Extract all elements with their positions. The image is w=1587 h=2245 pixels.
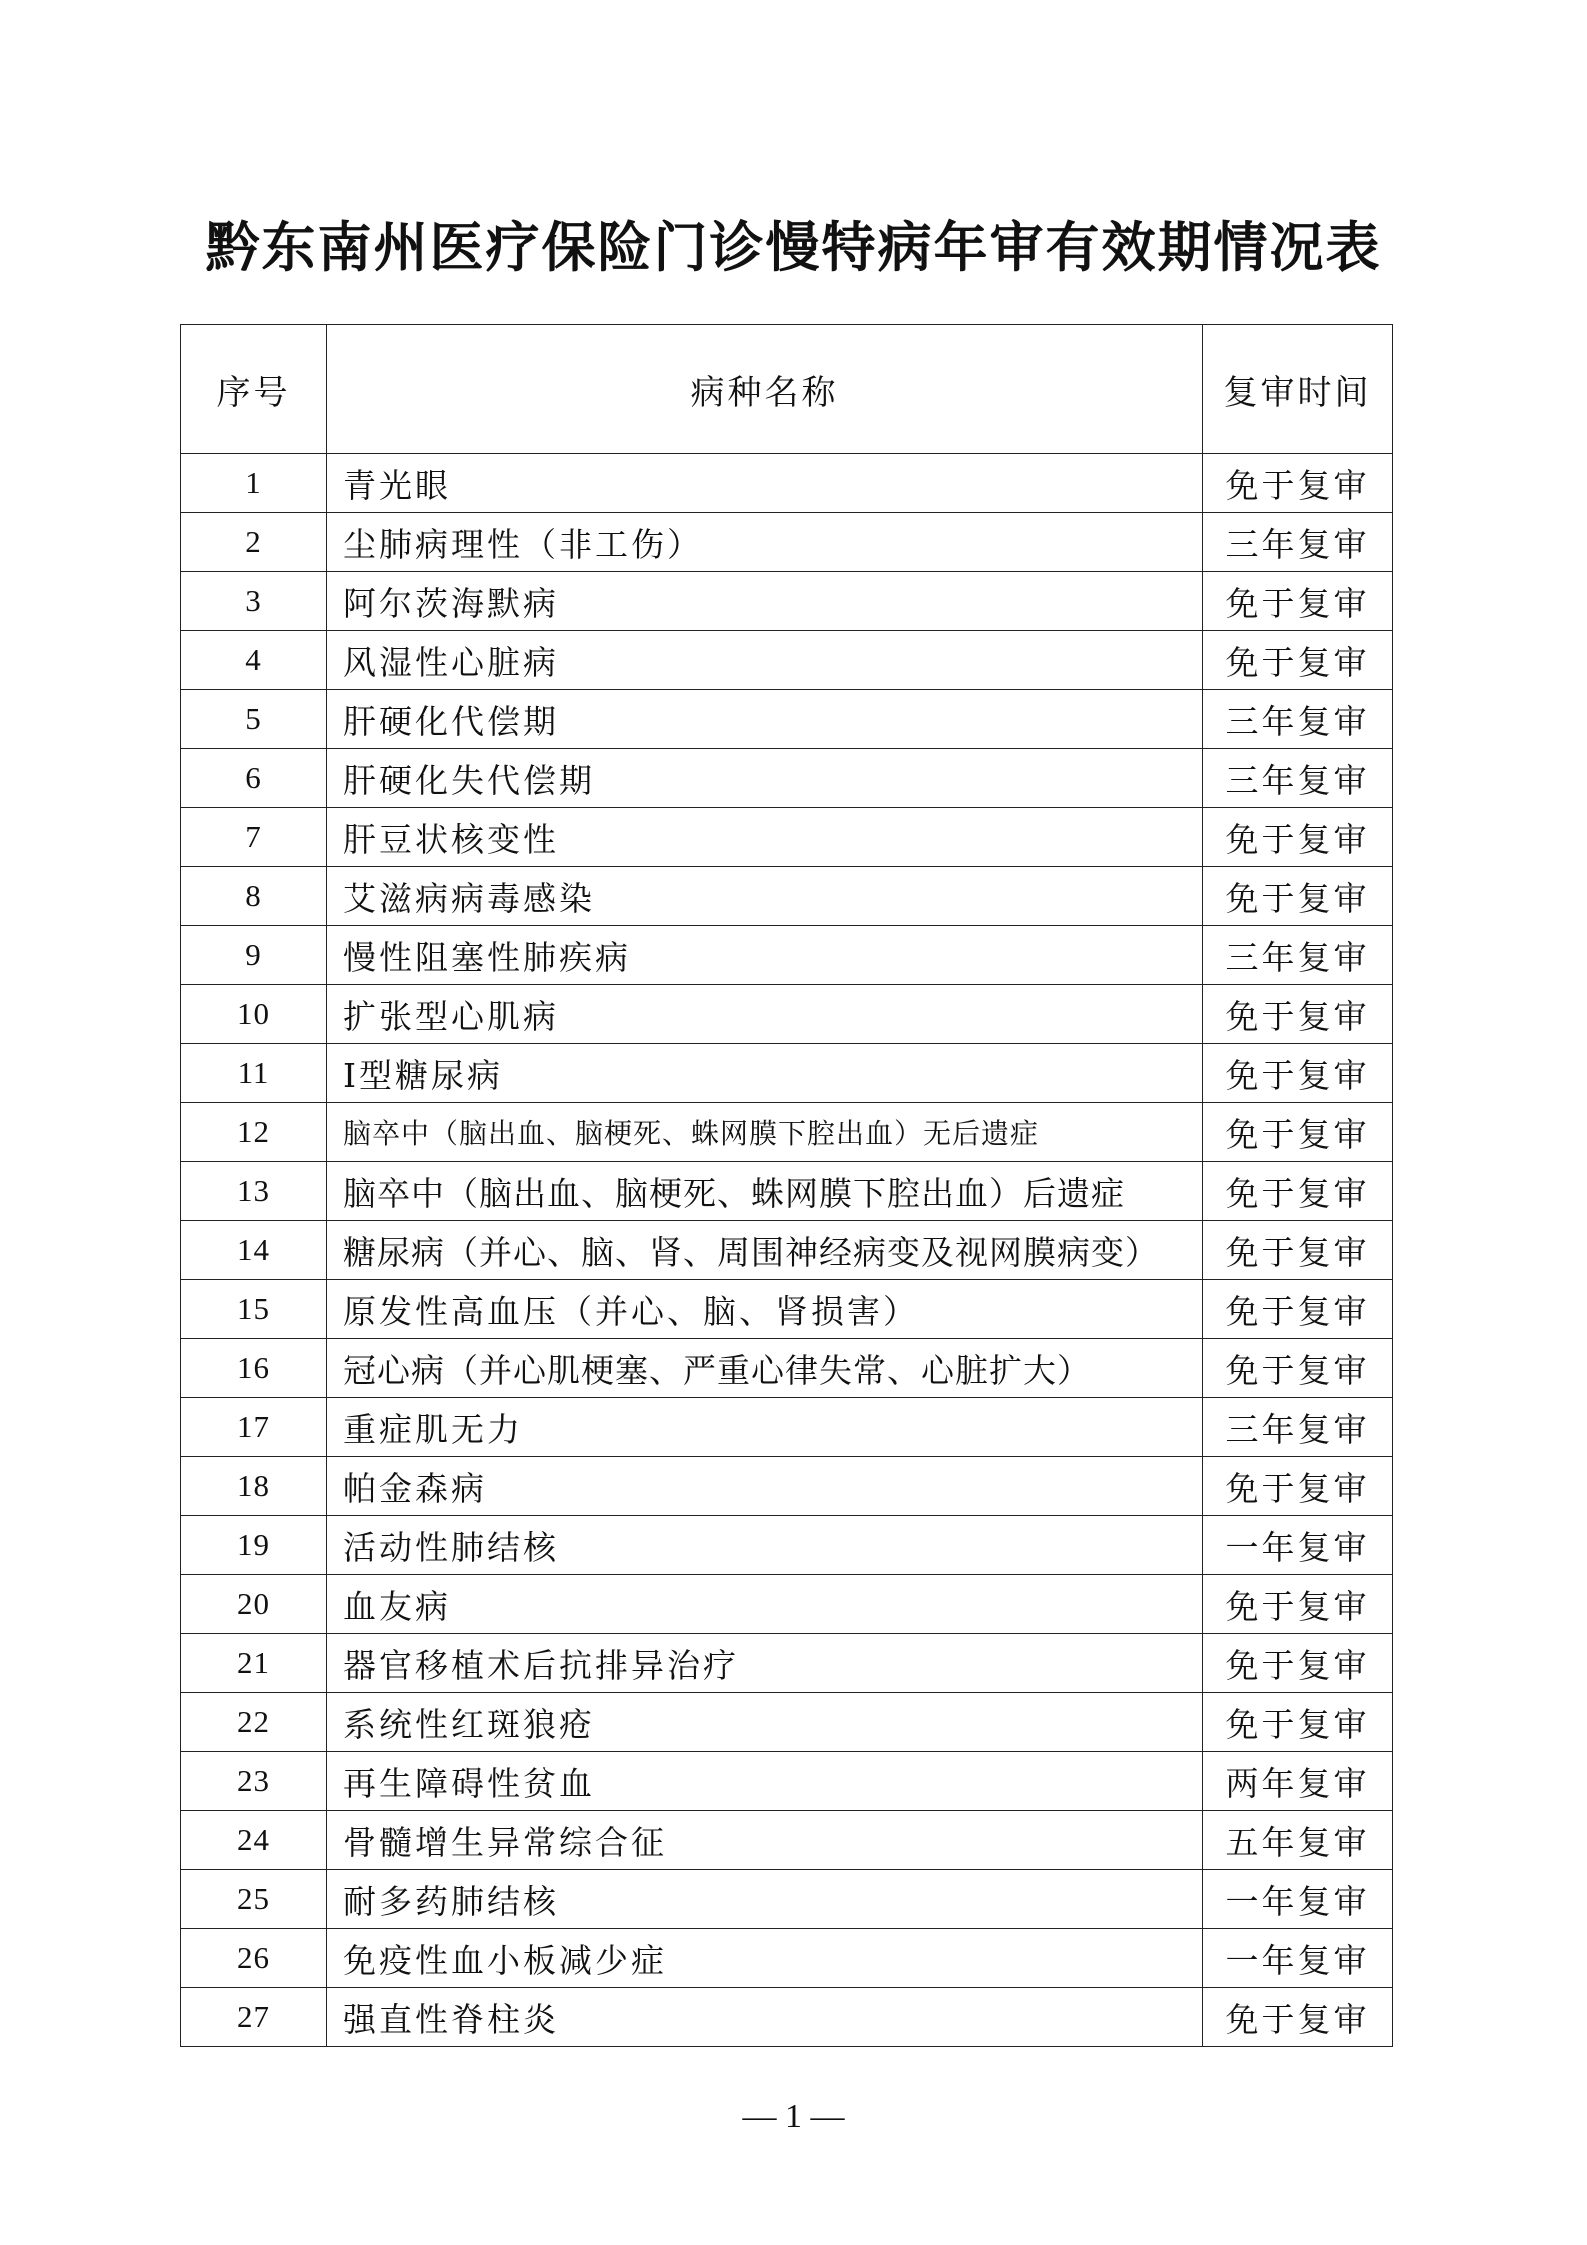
row-seq: 25 — [181, 1870, 327, 1929]
row-seq: 12 — [181, 1103, 327, 1162]
header-review-time: 复审时间 — [1203, 325, 1393, 454]
row-disease-name: 骨髓增生异常综合征 — [327, 1811, 1203, 1870]
row-seq: 6 — [181, 749, 327, 808]
row-seq: 20 — [181, 1575, 327, 1634]
row-review-time: 免于复审 — [1203, 1221, 1393, 1280]
row-disease-name: 冠心病（并心肌梗塞、严重心律失常、心脏扩大） — [327, 1339, 1203, 1398]
table-row — [181, 1929, 1393, 1988]
table-row — [181, 631, 1393, 690]
row-disease-name: 脑卒中（脑出血、脑梗死、蛛网膜下腔出血）后遗症 — [327, 1162, 1203, 1221]
row-review-time: 免于复审 — [1203, 1044, 1393, 1103]
row-seq: 11 — [181, 1044, 327, 1103]
row-seq: 3 — [181, 572, 327, 631]
table-row — [181, 1811, 1393, 1870]
row-seq: 10 — [181, 985, 327, 1044]
review-period-table — [180, 324, 1393, 2047]
row-review-time: 免于复审 — [1203, 985, 1393, 1044]
row-seq: 17 — [181, 1398, 327, 1457]
page-title: 黔东南州医疗保险门诊慢特病年审有效期情况表 — [205, 215, 1382, 279]
table-row — [181, 1044, 1393, 1103]
row-review-time: 免于复审 — [1203, 1575, 1393, 1634]
row-disease-name: 尘肺病理性（非工伤） — [327, 513, 1203, 572]
row-review-time: 免于复审 — [1203, 1162, 1393, 1221]
table-row — [181, 454, 1393, 513]
row-seq: 13 — [181, 1162, 327, 1221]
row-disease-name: 再生障碍性贫血 — [327, 1752, 1203, 1811]
row-review-time: 免于复审 — [1203, 867, 1393, 926]
table-row — [181, 1103, 1393, 1162]
row-disease-name: 系统性红斑狼疮 — [327, 1693, 1203, 1752]
row-seq: 14 — [181, 1221, 327, 1280]
row-disease-name: 器官移植术后抗排异治疗 — [327, 1634, 1203, 1693]
row-seq: 8 — [181, 867, 327, 926]
row-seq: 15 — [181, 1280, 327, 1339]
row-review-time: 免于复审 — [1203, 1280, 1393, 1339]
table-row — [181, 1870, 1393, 1929]
row-seq: 18 — [181, 1457, 327, 1516]
row-review-time: 两年复审 — [1203, 1752, 1393, 1811]
table-row — [181, 1162, 1393, 1221]
row-disease-name: 慢性阻塞性肺疾病 — [327, 926, 1203, 985]
table-row — [181, 1516, 1393, 1575]
table-row — [181, 867, 1393, 926]
row-disease-name: 肝硬化代偿期 — [327, 690, 1203, 749]
row-review-time: 免于复审 — [1203, 1339, 1393, 1398]
row-seq: 2 — [181, 513, 327, 572]
row-disease-name: 免疫性血小板减少症 — [327, 1929, 1203, 1988]
table-row — [181, 1339, 1393, 1398]
row-review-time: 免于复审 — [1203, 808, 1393, 867]
row-review-time: 免于复审 — [1203, 1634, 1393, 1693]
row-seq: 1 — [181, 454, 327, 513]
header-seq: 序号 — [181, 325, 327, 454]
table-row — [181, 1280, 1393, 1339]
row-review-time: 免于复审 — [1203, 631, 1393, 690]
row-review-time: 一年复审 — [1203, 1929, 1393, 1988]
table-row — [181, 1457, 1393, 1516]
row-disease-name: 脑卒中（脑出血、脑梗死、蛛网膜下腔出血）无后遗症 — [327, 1103, 1203, 1162]
row-disease-name: 肝硬化失代偿期 — [327, 749, 1203, 808]
row-disease-name: 活动性肺结核 — [327, 1516, 1203, 1575]
row-seq: 5 — [181, 690, 327, 749]
row-review-time: 一年复审 — [1203, 1516, 1393, 1575]
row-seq: 19 — [181, 1516, 327, 1575]
row-disease-name: 风湿性心脏病 — [327, 631, 1203, 690]
row-seq: 26 — [181, 1929, 327, 1988]
row-disease-name: 艾滋病病毒感染 — [327, 867, 1203, 926]
table-row — [181, 1752, 1393, 1811]
table-row — [181, 1575, 1393, 1634]
row-disease-name: 帕金森病 — [327, 1457, 1203, 1516]
row-disease-name: 扩张型心肌病 — [327, 985, 1203, 1044]
table-row — [181, 690, 1393, 749]
header-disease-name: 病种名称 — [327, 325, 1203, 454]
row-disease-name: Ⅰ型糖尿病 — [327, 1044, 1203, 1103]
row-seq: 16 — [181, 1339, 327, 1398]
row-disease-name: 血友病 — [327, 1575, 1203, 1634]
row-seq: 21 — [181, 1634, 327, 1693]
row-review-time: 免于复审 — [1203, 1103, 1393, 1162]
row-review-time: 三年复审 — [1203, 513, 1393, 572]
row-disease-name: 青光眼 — [327, 454, 1203, 513]
table-row — [181, 1988, 1393, 2047]
row-seq: 27 — [181, 1988, 327, 2047]
row-disease-name: 原发性高血压（并心、脑、肾损害） — [327, 1280, 1203, 1339]
row-review-time: 三年复审 — [1203, 690, 1393, 749]
row-seq: 7 — [181, 808, 327, 867]
table-row — [181, 749, 1393, 808]
row-disease-name: 重症肌无力 — [327, 1398, 1203, 1457]
row-disease-name: 肝豆状核变性 — [327, 808, 1203, 867]
table-row — [181, 572, 1393, 631]
row-review-time: 免于复审 — [1203, 1693, 1393, 1752]
row-review-time: 免于复审 — [1203, 572, 1393, 631]
row-disease-name: 强直性脊柱炎 — [327, 1988, 1203, 2047]
table-row — [181, 1221, 1393, 1280]
row-review-time: 五年复审 — [1203, 1811, 1393, 1870]
table-row — [181, 1398, 1393, 1457]
table-header-row — [181, 325, 1393, 454]
row-disease-name: 阿尔茨海默病 — [327, 572, 1203, 631]
row-review-time: 三年复审 — [1203, 1398, 1393, 1457]
table-row — [181, 808, 1393, 867]
row-review-time: 免于复审 — [1203, 1988, 1393, 2047]
row-review-time: 免于复审 — [1203, 1457, 1393, 1516]
row-review-time: 三年复审 — [1203, 926, 1393, 985]
page-number: — 1 — — [742, 2098, 845, 2135]
table-row — [181, 1634, 1393, 1693]
row-seq: 4 — [181, 631, 327, 690]
row-seq: 22 — [181, 1693, 327, 1752]
table-row — [181, 513, 1393, 572]
table-row — [181, 926, 1393, 985]
row-review-time: 一年复审 — [1203, 1870, 1393, 1929]
table-row — [181, 985, 1393, 1044]
row-disease-name: 糖尿病（并心、脑、肾、周围神经病变及视网膜病变） — [327, 1221, 1203, 1280]
row-review-time: 三年复审 — [1203, 749, 1393, 808]
row-seq: 9 — [181, 926, 327, 985]
row-seq: 24 — [181, 1811, 327, 1870]
row-review-time: 免于复审 — [1203, 454, 1393, 513]
row-seq: 23 — [181, 1752, 327, 1811]
table-row — [181, 1693, 1393, 1752]
row-disease-name: 耐多药肺结核 — [327, 1870, 1203, 1929]
